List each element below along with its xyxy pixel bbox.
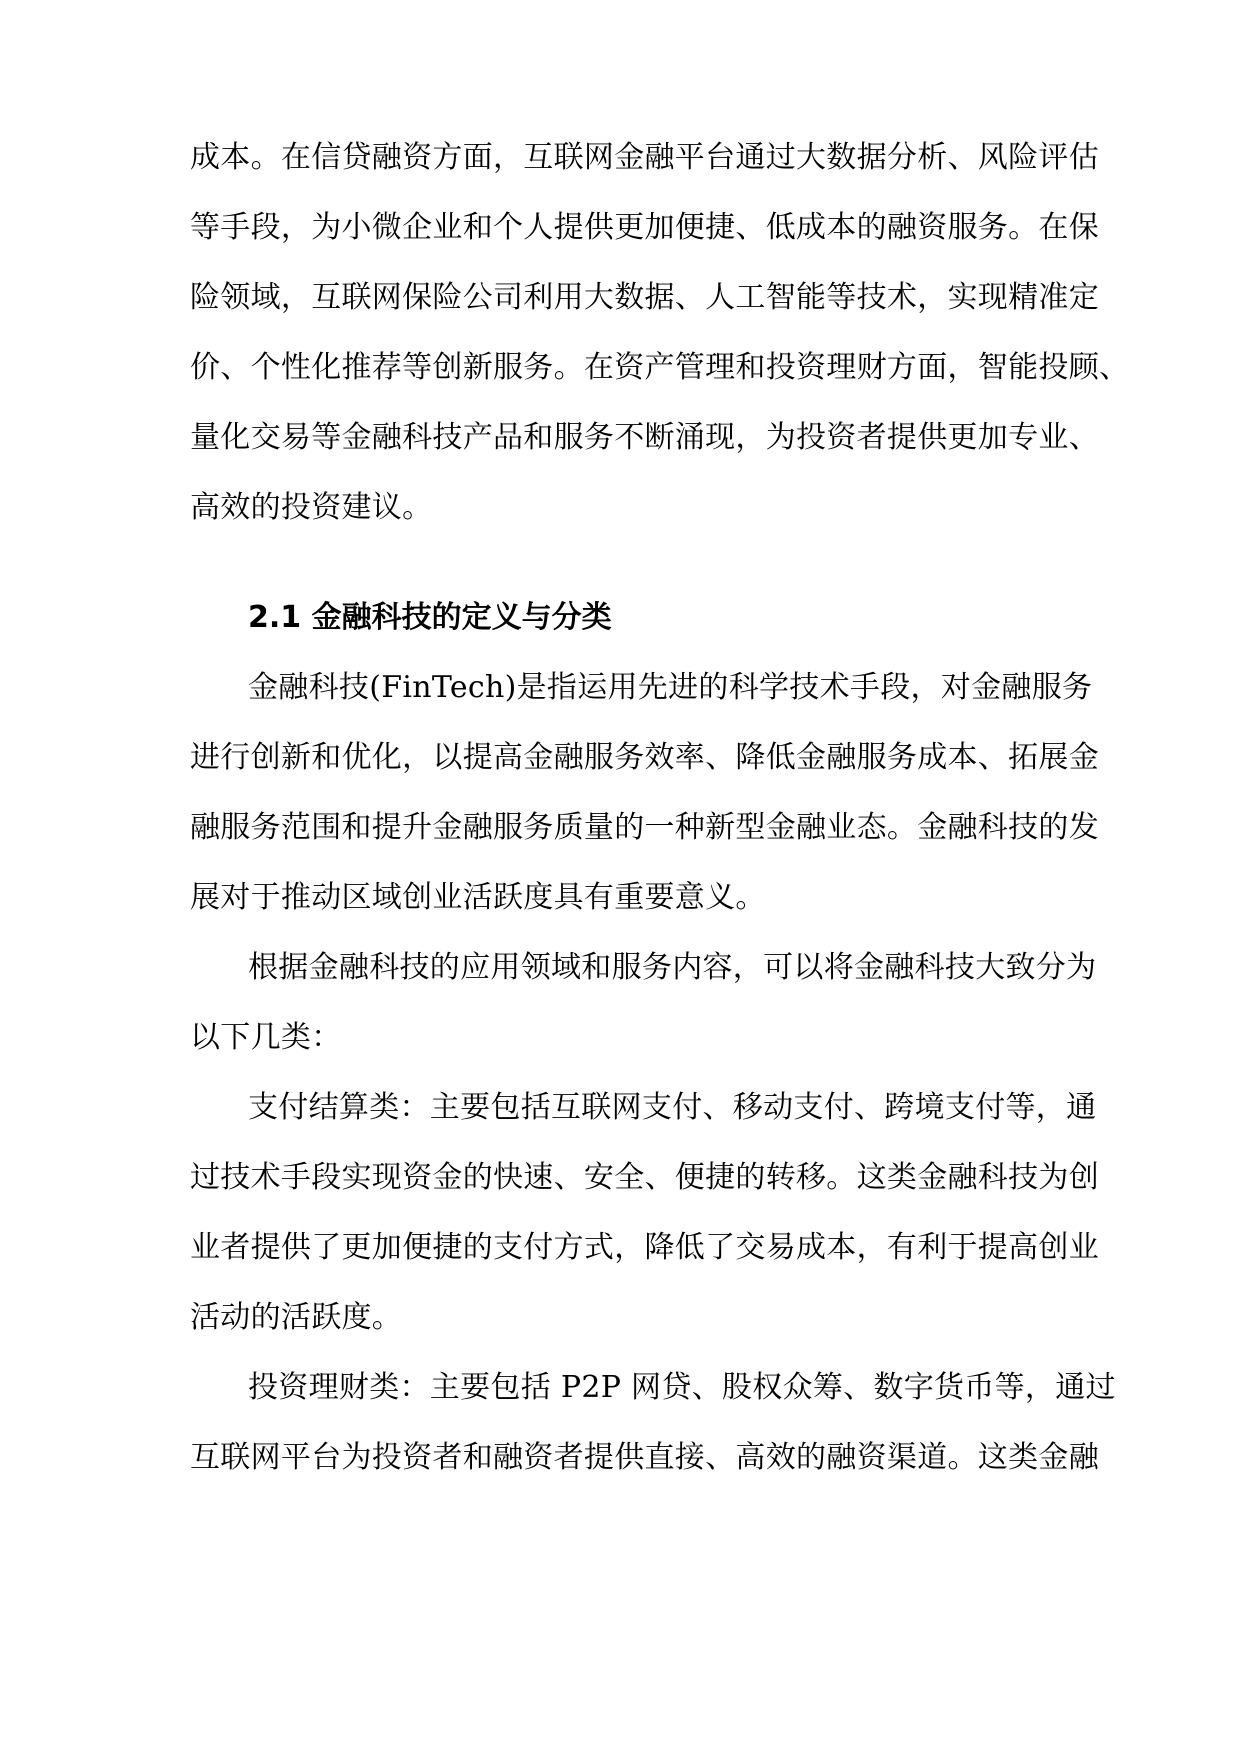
paragraph3-line-1: 根据金融科技的应用领域和服务内容，可以将金融科技大致分为 [248,950,1097,985]
paragraph1-line-3: 险领域，互联网保险公司利用大数据、人工智能等技术，实现精准定 [190,280,1099,315]
paragraph1-line-6: 高效的投资建议。 [190,490,433,525]
paragraph1-line-4: 价、个性化推荐等创新服务。在资产管理和投资理财方面，智能投顾、 [190,350,1130,385]
paragraph4-line-2: 过技术手段实现资金的快速、安全、便捷的转移。这类金融科技为创 [190,1160,1099,1195]
paragraph1-line-1: 成本。在信贷融资方面，互联网金融平台通过大数据分析、风险评估 [190,140,1099,175]
paragraph2-line-1: 金融科技(FinTech)是指运用先进的科学技术手段，对金融服务 [248,670,1093,705]
paragraph4-line-3: 业者提供了更加便捷的支付方式，降低了交易成本，有利于提高创业 [190,1230,1099,1265]
paragraph2-line-4: 展对于推动区域创业活跃度具有重要意义。 [190,880,766,915]
paragraph3-line-2: 以下几类： [190,1020,342,1055]
paragraph1-line-5: 量化交易等金融科技产品和服务不断涌现，为投资者提供更加专业、 [190,420,1099,455]
paragraph2-line-3: 融服务范围和提升金融服务质量的一种新型金融业态。金融科技的发 [190,810,1099,845]
paragraph5-line-1: 投资理财类：主要包括 P2P 网贷、股权众筹、数字货币等，通过 [248,1370,1116,1405]
paragraph1-line-2: 等手段，为小微企业和个人提供更加便捷、低成本的融资服务。在保 [190,210,1099,245]
paragraph4-line-4: 活动的活跃度。 [190,1300,403,1335]
paragraph2-line-2: 进行创新和优化，以提高金融服务效率、降低金融服务成本、拓展金 [190,740,1099,775]
paragraph4-line-1: 支付结算类：主要包括互联网支付、移动支付、跨境支付等，通 [248,1090,1097,1125]
paragraph5-line-2: 互联网平台为投资者和融资者提供直接、高效的融资渠道。这类金融 [190,1440,1099,1475]
section-heading: 2.1 金融科技的定义与分类 [248,600,612,635]
